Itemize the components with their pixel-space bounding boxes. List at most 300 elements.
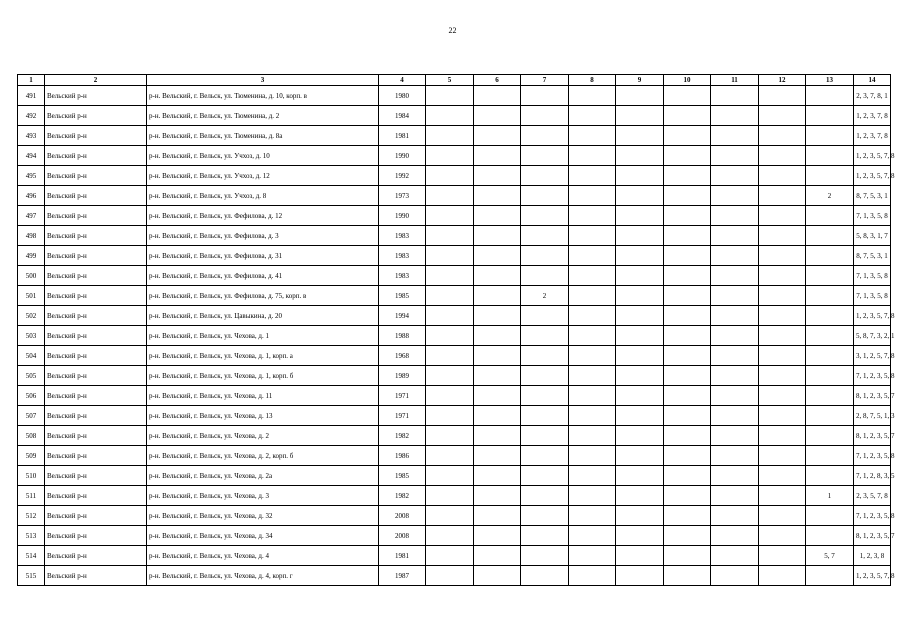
district-cell: Вельский р-н [45,486,147,506]
col6-cell [474,186,521,206]
col7-cell [521,466,569,486]
col9-cell [616,166,664,186]
col13-cell [806,526,854,546]
header-row [18,75,891,86]
district-cell: Вельский р-н [45,406,147,426]
col14-cell: 7, 1, 2, 8, 3, 5 [854,466,891,486]
col5-cell [426,266,474,286]
col8-cell [569,206,616,226]
col9-cell [616,246,664,266]
housing-registry-table [17,74,895,586]
col8-cell [569,166,616,186]
column-header-14: 14 [854,75,891,86]
col12-cell [759,206,806,226]
table-row [18,546,891,566]
col6-cell [474,546,521,566]
table-row [18,266,891,286]
col14-cell: 1, 2, 3, 5, 7, 8 [854,306,891,326]
address-cell: р-н. Вельский, г. Вельск, ул. Чехова, д. 1, корп. а [147,346,379,366]
year-cell: 1980 [379,86,426,106]
row-number-cell: 515 [18,566,45,586]
table-row [18,286,891,306]
address-cell: р-н. Вельский, г. Вельск, ул. Цавыкина, д. 20 [147,306,379,326]
table-row [18,386,891,406]
col14-cell: 7, 1, 3, 5, 8 [854,206,891,226]
col13-cell [806,226,854,246]
col11-cell [711,306,759,326]
col7-cell [521,486,569,506]
row-number-cell: 492 [18,106,45,126]
col12-cell [759,566,806,586]
col10-cell [664,286,711,306]
column-header-7: 7 [521,75,569,86]
row-number-cell: 500 [18,266,45,286]
col8-cell [569,466,616,486]
table-row [18,526,891,546]
col8-cell [569,386,616,406]
col12-cell [759,86,806,106]
col6-cell [474,406,521,426]
table-row [18,426,891,446]
col11-cell [711,126,759,146]
year-cell: 1990 [379,146,426,166]
col9-cell [616,346,664,366]
col6-cell [474,526,521,546]
column-header-5: 5 [426,75,474,86]
col5-cell [426,566,474,586]
col13-cell [806,266,854,286]
col14-cell: 3, 1, 2, 5, 7, 8 [854,346,891,366]
address-cell: р-н. Вельский, г. Вельск, ул. Чехова, д. 34 [147,526,379,546]
table-row [18,506,891,526]
col11-cell [711,366,759,386]
col12-cell [759,226,806,246]
col13-cell [806,206,854,226]
col10-cell [664,166,711,186]
address-cell: р-н. Вельский, г. Вельск, ул. Чехова, д. 1, корп. б [147,366,379,386]
row-number-cell: 491 [18,86,45,106]
year-cell: 1985 [379,286,426,306]
col10-cell [664,86,711,106]
col8-cell [569,426,616,446]
year-cell: 1988 [379,326,426,346]
col12-cell [759,306,806,326]
column-header-4: 4 [379,75,426,86]
address-cell: р-н. Вельский, г. Вельск, ул. Чехова, д. 3 [147,486,379,506]
col10-cell [664,426,711,446]
col5-cell [426,166,474,186]
table-row [18,106,891,126]
col10-cell [664,366,711,386]
district-cell: Вельский р-н [45,426,147,446]
col8-cell [569,266,616,286]
district-cell: Вельский р-н [45,566,147,586]
district-cell: Вельский р-н [45,326,147,346]
col6-cell [474,246,521,266]
col10-cell [664,406,711,426]
district-cell: Вельский р-н [45,546,147,566]
col7-cell [521,106,569,126]
address-cell: р-н. Вельский, г. Вельск, ул. Учхоз, д. 12 [147,166,379,186]
col9-cell [616,386,664,406]
row-number-cell: 512 [18,506,45,526]
col10-cell [664,146,711,166]
address-cell: р-н. Вельский, г. Вельск, ул. Чехова, д. 32 [147,506,379,526]
col11-cell [711,266,759,286]
year-cell: 1982 [379,426,426,446]
col7-cell [521,506,569,526]
col5-cell [426,346,474,366]
col14-cell: 7, 1, 2, 3, 5, 8 [854,366,891,386]
col8-cell [569,286,616,306]
col8-cell [569,506,616,526]
col9-cell [616,546,664,566]
col10-cell [664,546,711,566]
col5-cell [426,286,474,306]
row-number-cell: 507 [18,406,45,426]
col8-cell [569,366,616,386]
address-cell: р-н. Вельский, г. Вельск, ул. Чехова, д. 4, корп. г [147,566,379,586]
col6-cell [474,86,521,106]
table-row [18,126,891,146]
col9-cell [616,146,664,166]
col12-cell [759,486,806,506]
col9-cell [616,426,664,446]
row-number-cell: 514 [18,546,45,566]
address-cell: р-н. Вельский, г. Вельск, ул. Тюменина, д. 10, корп. в [147,86,379,106]
address-cell: р-н. Вельский, г. Вельск, ул. Тюменина, д. 8а [147,126,379,146]
col7-cell [521,266,569,286]
col12-cell [759,326,806,346]
year-cell: 1983 [379,266,426,286]
row-number-cell: 513 [18,526,45,546]
col9-cell [616,526,664,546]
row-number-cell: 506 [18,386,45,406]
col5-cell [426,146,474,166]
district-cell: Вельский р-н [45,506,147,526]
district-cell: Вельский р-н [45,86,147,106]
district-cell: Вельский р-н [45,286,147,306]
col12-cell [759,526,806,546]
table-header [18,75,891,86]
col7-cell [521,526,569,546]
col8-cell [569,86,616,106]
col12-cell [759,406,806,426]
col7-cell [521,246,569,266]
col10-cell [664,126,711,146]
col13-cell: 1 [806,486,854,506]
col9-cell [616,486,664,506]
col12-cell [759,506,806,526]
col9-cell [616,406,664,426]
col13-cell [806,386,854,406]
table-row [18,226,891,246]
row-number-cell: 502 [18,306,45,326]
col5-cell [426,326,474,346]
district-cell: Вельский р-н [45,526,147,546]
row-number-cell: 509 [18,446,45,466]
row-number-cell: 511 [18,486,45,506]
col13-cell [806,366,854,386]
col12-cell [759,166,806,186]
column-header-12: 12 [759,75,806,86]
col6-cell [474,106,521,126]
row-number-cell: 504 [18,346,45,366]
col7-cell [521,206,569,226]
col11-cell [711,326,759,346]
col13-cell [806,286,854,306]
col12-cell [759,386,806,406]
district-cell: Вельский р-н [45,246,147,266]
year-cell: 2008 [379,526,426,546]
col9-cell [616,186,664,206]
col7-cell [521,446,569,466]
col9-cell [616,86,664,106]
col10-cell [664,306,711,326]
col11-cell [711,286,759,306]
col7-cell [521,346,569,366]
address-cell: р-н. Вельский, г. Вельск, ул. Чехова, д. 2, корп. б [147,446,379,466]
col13-cell [806,146,854,166]
col7-cell [521,426,569,446]
col10-cell [664,326,711,346]
column-header-9: 9 [616,75,664,86]
col14-cell: 7, 1, 3, 5, 8 [854,266,891,286]
col10-cell [664,346,711,366]
year-cell: 1971 [379,406,426,426]
col11-cell [711,486,759,506]
col12-cell [759,106,806,126]
address-cell: р-н. Вельский, г. Вельск, ул. Чехова, д. 2 [147,426,379,446]
address-cell: р-н. Вельский, г. Вельск, ул. Чехова, д. 2а [147,466,379,486]
year-cell: 1989 [379,366,426,386]
col9-cell [616,106,664,126]
col14-cell: 2, 3, 7, 8, 1 [854,86,891,106]
col12-cell [759,186,806,206]
col13-cell [806,506,854,526]
col7-cell: 2 [521,286,569,306]
col11-cell [711,166,759,186]
col5-cell [426,206,474,226]
col5-cell [426,446,474,466]
column-header-8: 8 [569,75,616,86]
col6-cell [474,166,521,186]
district-cell: Вельский р-н [45,386,147,406]
col5-cell [426,406,474,426]
col13-cell [806,566,854,586]
col14-cell: 1, 2, 3, 5, 7, 8 [854,166,891,186]
col7-cell [521,406,569,426]
col11-cell [711,426,759,446]
col11-cell [711,506,759,526]
year-cell: 1994 [379,306,426,326]
col11-cell [711,546,759,566]
district-cell: Вельский р-н [45,106,147,126]
row-number-cell: 493 [18,126,45,146]
col14-cell: 8, 1, 2, 3, 5, 7 [854,386,891,406]
address-cell: р-н. Вельский, г. Вельск, ул. Чехова, д. 1 [147,326,379,346]
col6-cell [474,126,521,146]
col6-cell [474,326,521,346]
col12-cell [759,346,806,366]
col5-cell [426,126,474,146]
year-cell: 1981 [379,126,426,146]
col10-cell [664,526,711,546]
col5-cell [426,86,474,106]
col7-cell [521,386,569,406]
col6-cell [474,206,521,226]
address-cell: р-н. Вельский, г. Вельск, ул. Фефилова, д. 41 [147,266,379,286]
col10-cell [664,466,711,486]
col14-cell: 1, 2, 3, 5, 7, 8 [854,146,891,166]
col5-cell [426,506,474,526]
year-cell: 1971 [379,386,426,406]
col14-cell: 1, 2, 3, 7, 8 [854,126,891,146]
address-cell: р-н. Вельский, г. Вельск, ул. Чехова, д. 4 [147,546,379,566]
col5-cell [426,226,474,246]
col6-cell [474,446,521,466]
col5-cell [426,106,474,126]
col9-cell [616,206,664,226]
col10-cell [664,106,711,126]
year-cell: 1973 [379,186,426,206]
col9-cell [616,446,664,466]
row-number-cell: 496 [18,186,45,206]
col11-cell [711,386,759,406]
col6-cell [474,266,521,286]
col10-cell [664,186,711,206]
col13-cell: 2 [806,186,854,206]
table-body [18,86,895,586]
col10-cell [664,246,711,266]
col12-cell [759,546,806,566]
col11-cell [711,246,759,266]
district-cell: Вельский р-н [45,226,147,246]
col9-cell [616,286,664,306]
col11-cell [711,526,759,546]
year-cell: 1984 [379,106,426,126]
col8-cell [569,446,616,466]
column-header-2: 2 [45,75,147,86]
col10-cell [664,386,711,406]
district-cell: Вельский р-н [45,266,147,286]
col11-cell [711,406,759,426]
row-number-cell: 508 [18,426,45,446]
col7-cell [521,366,569,386]
col8-cell [569,186,616,206]
col5-cell [426,386,474,406]
address-cell: р-н. Вельский, г. Вельск, ул. Учхоз, д. 8 [147,186,379,206]
year-cell: 1990 [379,206,426,226]
col12-cell [759,146,806,166]
col8-cell [569,306,616,326]
year-cell: 1987 [379,566,426,586]
district-cell: Вельский р-н [45,466,147,486]
col7-cell [521,546,569,566]
col7-cell [521,186,569,206]
table-row [18,486,891,506]
col10-cell [664,206,711,226]
col14-cell: 7, 1, 3, 5, 8 [854,286,891,306]
address-cell: р-н. Вельский, г. Вельск, ул. Фефилова, д. 3 [147,226,379,246]
col14-cell: 2, 3, 5, 7, 8 [854,486,891,506]
col9-cell [616,326,664,346]
col11-cell [711,106,759,126]
col11-cell [711,566,759,586]
col8-cell [569,246,616,266]
col8-cell [569,406,616,426]
col13-cell [806,466,854,486]
year-cell: 1981 [379,546,426,566]
col11-cell [711,346,759,366]
col6-cell [474,566,521,586]
col13-cell [806,306,854,326]
col11-cell [711,446,759,466]
col11-cell [711,226,759,246]
address-cell: р-н. Вельский, г. Вельск, ул. Чехова, д. 13 [147,406,379,426]
col5-cell [426,366,474,386]
district-cell: Вельский р-н [45,146,147,166]
year-cell: 1983 [379,246,426,266]
col6-cell [474,226,521,246]
col13-cell [806,166,854,186]
col5-cell [426,486,474,506]
year-cell: 1985 [379,466,426,486]
row-number-cell: 499 [18,246,45,266]
table-row [18,206,891,226]
column-header-11: 11 [711,75,759,86]
table-row [18,246,891,266]
row-number-cell: 494 [18,146,45,166]
address-cell: р-н. Вельский, г. Вельск, ул. Учхоз, д. 10 [147,146,379,166]
address-cell: р-н. Вельский, г. Вельск, ул. Тюменина, д. 2 [147,106,379,126]
col9-cell [616,566,664,586]
col13-cell [806,106,854,126]
col10-cell [664,566,711,586]
table-row [18,86,891,106]
row-number-cell: 510 [18,466,45,486]
col14-cell: 1, 2, 3, 8 [854,546,891,566]
col6-cell [474,286,521,306]
district-cell: Вельский р-н [45,166,147,186]
col6-cell [474,386,521,406]
year-cell: 1986 [379,446,426,466]
col14-cell: 7, 1, 2, 3, 5, 8 [854,506,891,526]
col14-cell: 2, 8, 7, 5, 1, 3 [854,406,891,426]
col9-cell [616,506,664,526]
col10-cell [664,486,711,506]
col7-cell [521,566,569,586]
col10-cell [664,266,711,286]
col6-cell [474,146,521,166]
column-header-6: 6 [474,75,521,86]
col7-cell [521,146,569,166]
district-cell: Вельский р-н [45,306,147,326]
column-header-13: 13 [806,75,854,86]
col13-cell: 5, 7 [806,546,854,566]
col12-cell [759,426,806,446]
table-row [18,346,891,366]
table-row [18,186,891,206]
col5-cell [426,186,474,206]
address-cell: р-н. Вельский, г. Вельск, ул. Фефилова, д. 75, корп. в [147,286,379,306]
column-header-3: 3 [147,75,379,86]
col5-cell [426,546,474,566]
col14-cell: 5, 8, 7, 3, 2, 1 [854,326,891,346]
column-header-10: 10 [664,75,711,86]
col13-cell [806,246,854,266]
row-number-cell: 503 [18,326,45,346]
